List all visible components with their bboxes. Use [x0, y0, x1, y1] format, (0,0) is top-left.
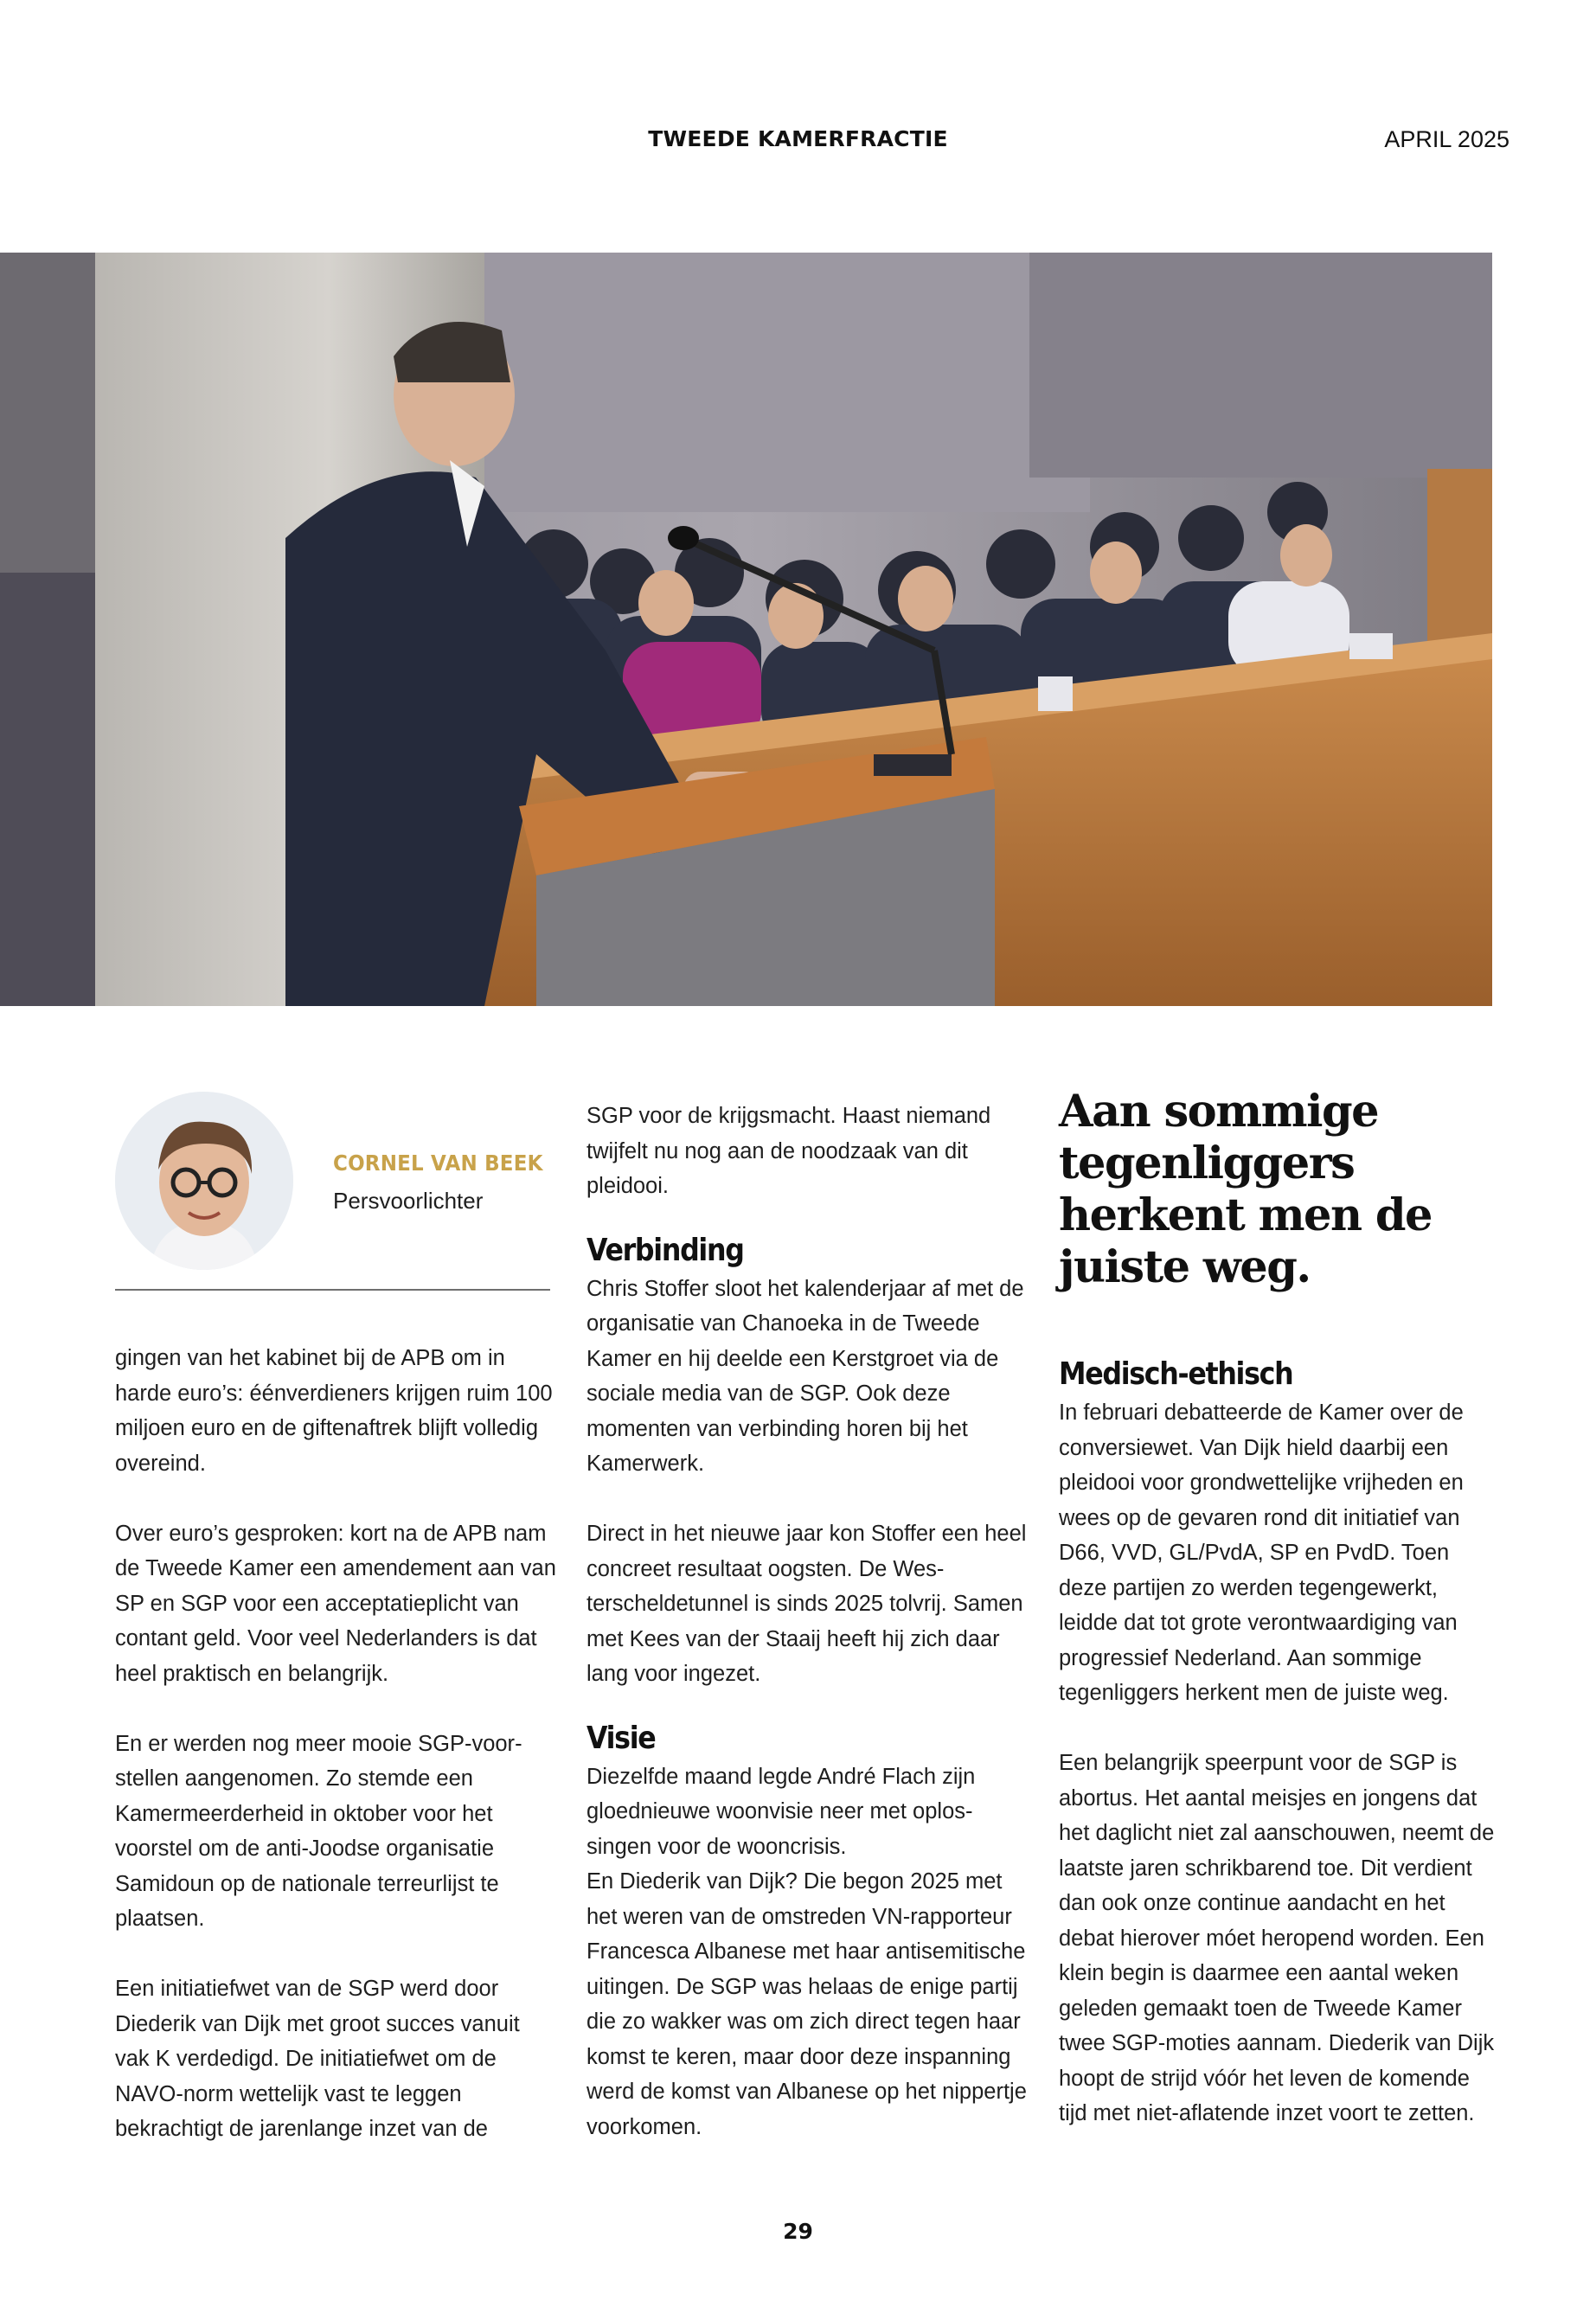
- body-paragraph: In februari debatteerde de Kamer over de conversiewet. Van Dijk hield daarbij een pleidooi voor grondwettelijke vrijheden en wees op de gevaren rond dit initiatief van D66, VVD, GL/PvdA, SP en PvdD. Toen deze partijen zo werden tegengewerkt, leidde dat tot grote verontwaardiging van progressief Nederland. Aan sommige tegenliggers herkent men de juiste weg.: [1059, 1400, 1464, 1705]
- subheading-medisch-ethisch: Medisch-ethisch: [1059, 1356, 1293, 1392]
- body-paragraph: Een belangrijk speerpunt voor de SGP is abortus. Het aantal meisjes en jongens dat het daglicht niet zal aanschouwen, neemt de laatste jaren schrikbarend toe. Dit verdient dan ook onze continue aandacht en het debat hierover móet heropend worden. Een klein begin is daarmee een aantal weken geleden gemaakt toen de Tweede Kamer twee SGP-moties aannam. Diederik van Dijk hoopt de strijd vóór het leven de komende tijd met niet-aflatende inzet voort te zetten.: [1059, 1751, 1495, 2125]
- subheading-verbinding: Verbinding: [586, 1232, 744, 1268]
- body-paragraph: Diezelfde maand legde André Flach zijn gloednieuwe woonvisie neer met oplossingen voor de wooncrisis.: [586, 1764, 976, 1859]
- pull-quote: Aan sommige tegenliggers herkent men de juiste weg.: [1059, 1086, 1432, 1293]
- column-3: [1059, 1354, 1500, 2131]
- body-paragraph: SGP voor de krijgsmacht. Haast niemand twijfelt nu nog aan de noodzaak van dit pleidooi.: [586, 1104, 991, 1198]
- author-role: Persvoorlichter: [333, 1188, 484, 1214]
- body-paragraph: Direct in het nieuwe jaar kon Stoffer een heel concreet resultaat oogsten. De Westerscheldetunnel is sinds 2025 tolvrij. Samen met Kees van der Staaij heeft hij zich daar lang voor ingezet.: [586, 1522, 1027, 1686]
- body-paragraph: En er werden nog meer mooie SGP-voorstellen aangenomen. Zo stemde een Kamermeerderheid in oktober voor het voorstel om de anti-Joodse organisatie Samidoun op de nationale terreurlijst te plaatsen.: [115, 1731, 522, 1931]
- body-paragraph: Over euro’s gesproken: kort na de APB nam de Tweede Kamer een amendement aan van SP en SGP voor een acceptatieplicht van contant geld. Voor veel Nederlanders is dat heel praktisch en belangrijk.: [115, 1521, 556, 1686]
- section-title: TWEEDE KAMERFRACTIE: [648, 126, 948, 151]
- page-number: 29: [783, 2219, 813, 2244]
- speaker-in-parliament-photo: [0, 253, 1492, 1006]
- author-avatar: [115, 1092, 293, 1270]
- body-paragraph: Chris Stoffer sloot het kalenderjaar af met de organisatie van Chanoeka in de Tweede Kamer en hij deelde een Kerstgroet via de sociale media van de SGP. Ook deze momenten van verbinding horen bij het Kamerwerk.: [586, 1276, 1024, 1476]
- column-1: [115, 1341, 556, 2147]
- issue-date: APRIL 2025: [1384, 126, 1509, 152]
- body-paragraph: gingen van het kabinet bij de APB om in harde euro’s: éénverdieners krijgen ruim 100 miljoen euro en de giftenaftrek blijft volledig overeind.: [115, 1346, 553, 1476]
- body-paragraph: En Diederik van Dijk? Die begon 2025 met het weren van de omstreden VN-rapporteur Francesca Albanese met haar antisemitische uitingen. De SGP was helaas de enige partij die zo wakker was om zich direct tegen haar komst te keren, maar door deze inspanning werd de komst van Albanese op het nippertje voorkomen.: [586, 1869, 1027, 2139]
- body-paragraph: Een initiatiefwet van de SGP werd door Diederik van Dijk met groot succes vanuit vak K verdedigd. De initiatiefwet om de NAVO-norm wettelijk vast te leggen bekrachtigt de jarenlange inzet van de: [115, 1977, 520, 2141]
- author-name: CORNEL VAN BEEK: [333, 1150, 543, 1176]
- author-divider: [115, 1289, 550, 1291]
- column-2: [586, 1099, 1028, 2144]
- subheading-visie: Visie: [586, 1720, 656, 1756]
